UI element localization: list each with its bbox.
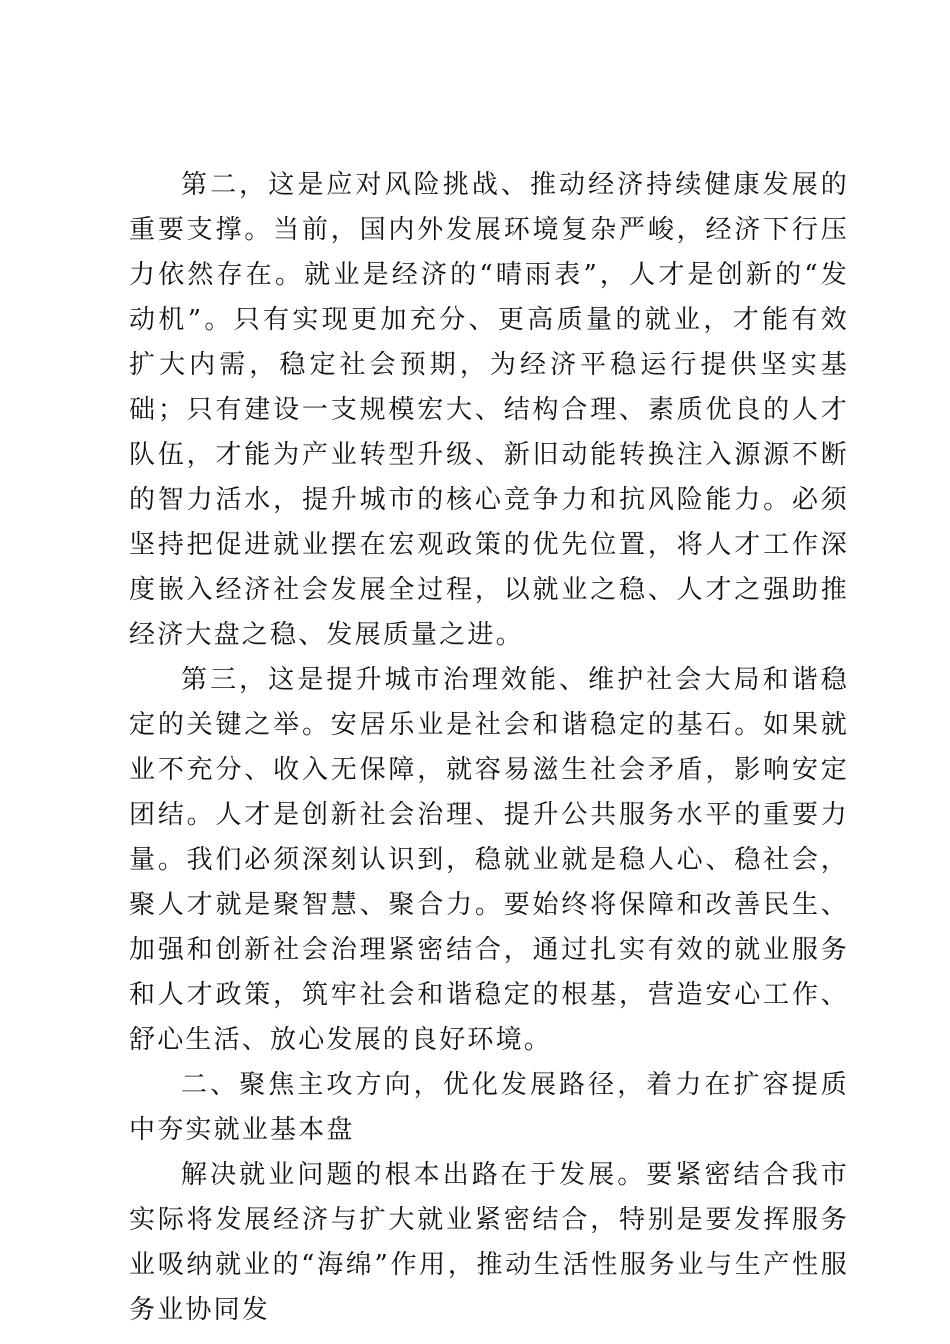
paragraph-second-point: 第二，这是应对风险挑战、推动经济持续健康发展的重要支撑。当前，国内外发展环境复杂严峻，经济下行压力依然存在。就业是经济的“晴雨表”，人才是创新的“发动机”。只有实现更加充分、更高质量的就业，才能有效扩大内需，稳定社会预期，为经济平稳运行提供坚实基础；只有建设一支规模宏大、结构合理、素质优良的人才队伍，才能为产业转型升级、新旧动能转换注入源源不断的智力活水，提升城市的核心竞争力和抗风险能力。必须坚持把促进就业摆在宏观政策的优先位置，将人才工作深度嵌入经济社会发展全过程，以就业之稳、人才之强助推经济大盘之稳、发展质量之进。 (129, 170, 849, 650)
document-body (129, 163, 849, 1333)
paragraph-employment-development: 解决就业问题的根本出路在于发展。要紧密结合我市实际将发展经济与扩大就业紧密结合，特别是要发挥服务业吸纳就业的“海绵”作用，推动生活性服务业与生产性服务业协同发 (129, 1160, 849, 1325)
section-heading-two: 二、聚焦主攻方向，优化发展路径，着力在扩容提质中夯实就业基本盘 (129, 1070, 849, 1145)
paragraph-third-point: 第三，这是提升城市治理效能、维护社会大局和谐稳定的关键之举。安居乐业是社会和谐稳定的基石。如果就业不充分、收入无保障，就容易滋生社会矛盾，影响安定团结。人才是创新社会治理、提升公共服务水平的重要力量。我们必须深刻认识到，稳就业就是稳人心、稳社会，聚人才就是聚智慧、聚合力。要始终将保障和改善民生、加强和创新社会治理紧密结合，通过扎实有效的就业服务和人才政策，筑牢社会和谐稳定的根基，营造安心工作、舒心生活、放心发展的良好环境。 (129, 665, 849, 1055)
